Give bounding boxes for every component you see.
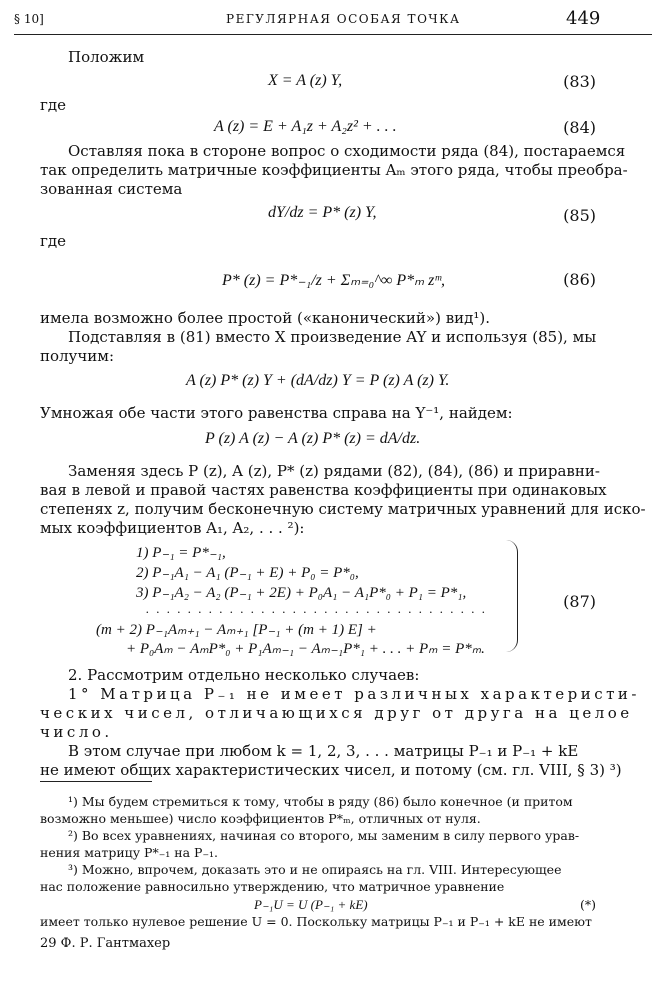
right-brace [505,540,518,652]
equation-85: dY/dz = P* (z) Y, [268,204,377,221]
paragraph-line: Положим [68,48,145,66]
paragraph-line: получим: [40,347,115,365]
paragraph-line: В этом случае при любом k = 1, 2, 3, . . . матрицы P₋₁ и P₋₁ + kE [68,742,579,760]
footnote-line: имеет только нулевое решение U = 0. Поскольку матрицы P₋₁ и P₋₁ + kE не имеют [40,914,592,929]
footnote-line: ¹) Мы будем стремиться к тому, чтобы в ряду (86) было конечное (и притом [68,794,573,809]
equation-number: (85) [563,206,596,225]
system-line: 3) P₋₁A₂ − A₂ (P₋₁ + 2E) + P₀A₁ − A₁P*₀ + P₁ = P*₁, [136,585,467,601]
paragraph-line: степенях z, получим бесконечную систему матричных уравнений для иско- [40,500,646,518]
paragraph-line: имела возможно более простой («канонический») вид¹). [40,309,491,327]
equation-substitution: A (z) P* (z) Y + (dA/dz) Y = P (z) A (z) Y. [186,372,450,389]
case-heading-line: ческих чисел, отличающихся друг от друга на целое [40,704,633,722]
paragraph-line: зованная система [40,180,183,198]
system-line: + P₀Aₘ − AₘP*₀ + P₁Aₘ₋₁ − Aₘ₋₁P*₁ + . . . + Pₘ = P*ₘ. [126,641,485,657]
printer-signature: 29 Ф. Р. Гантмахер [40,936,171,951]
equation-83: X = A (z) Y, [268,72,343,89]
system-line: (m + 2) P₋₁Aₘ₊₁ − Aₘ₊₁ [P₋₁ + (m + 1) E] + [96,622,377,638]
footnote-line: нения матрицу P*₋₁ на P₋₁. [40,845,219,860]
paragraph-line: вая в левой и правой частях равенства коэффициенты при одинаковых [40,481,607,499]
system-ellipsis: . . . . . . . . . . . . . . . . . . . . . . . . . . . . . . . . . [146,601,488,616]
footnote-line: возможно меньшее) число коэффициентов P*ₘ, отличных от нуля. [40,811,481,826]
paragraph-line: где [40,96,66,114]
case-heading-line: число. [40,723,113,741]
paragraph-line: так определить матричные коэффициенты Aₘ этого ряда, чтобы преобра- [40,161,628,179]
running-title: РЕГУЛЯРНАЯ ОСОБАЯ ТОЧКА [226,12,461,26]
footnote-line: ²) Во всех уравнениях, начиная со второго, мы заменим в силу первого урав- [68,828,580,843]
system-line: 1) P₋₁ = P*₋₁, [136,545,226,561]
section-marker: § 10] [14,12,44,26]
equation-86: P* (z) = P*₋₁/z + Σₘ₌₀^∞ P*ₘ zᵐ, [222,272,445,289]
equation-84: A (z) = E + A₁z + A₂z² + . . . [214,118,397,135]
paragraph-line: Заменяя здесь P (z), A (z), P* (z) рядами (82), (84), (86) и приравни- [68,462,600,480]
footnote-equation-mark: (*) [579,897,596,912]
case-heading-line: 1° Матрица P₋₁ не имеет различных характеристи- [68,685,640,703]
paragraph-line: Оставляя пока в стороне вопрос о сходимости ряда (84), постараемся [68,142,626,160]
header-rule [14,34,652,35]
paragraph-line: мых коэффициентов A₁, A₂, . . . ²): [40,519,305,537]
paragraph-line: Подставляя в (81) вместо X произведение AY и используя (85), мы [68,328,597,346]
equation-number: (83) [563,72,596,91]
paragraph-line: не имеют общих характеристических чисел, и потому (см. гл. VIII, § 3) ³) [40,761,622,779]
footnote-line: ³) Можно, впрочем, доказать это и не опираясь на гл. VIII. Интересующее [68,862,562,877]
system-line: 2) P₋₁A₁ − A₁ (P₋₁ + E) + P₀ = P*₀, [136,565,359,581]
equation-number: (84) [563,118,596,137]
paragraph-line: Умножая обе части этого равенства справа на Y⁻¹, найдем: [40,404,513,422]
equation-number: (87) [563,592,596,611]
footnote-equation: P₋₁U = U (P₋₁ + kE) [254,897,368,912]
footnote-line: нас положение равносильно утверждению, что матричное уравнение [40,879,505,894]
paragraph-line: где [40,232,66,250]
page-number: 449 [566,8,601,29]
paragraph-line: 2. Рассмотрим отдельно несколько случаев: [68,666,420,684]
footnote-rule [40,781,152,782]
equation-number: (86) [563,270,596,289]
equation-multiplied: P (z) A (z) − A (z) P* (z) = dA/dz. [205,430,421,447]
